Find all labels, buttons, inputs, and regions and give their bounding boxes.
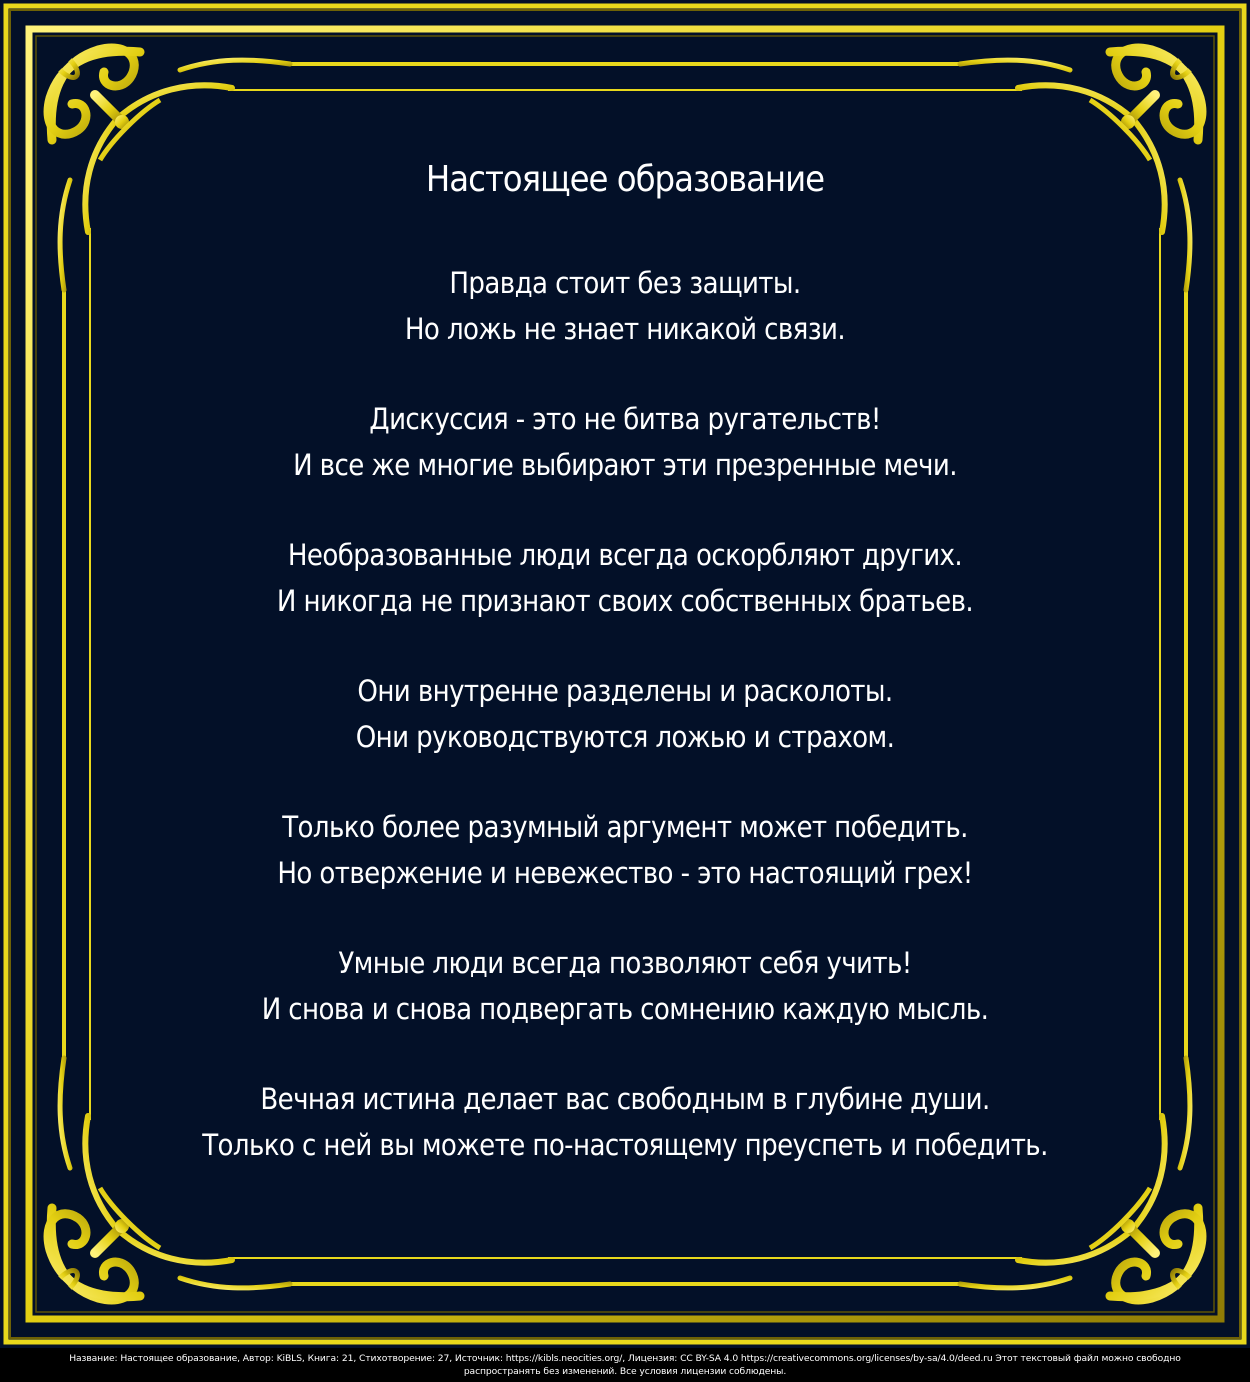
poem-line: Правда стоит без защиты. (449, 266, 801, 300)
poem-stanza (150, 396, 1100, 488)
poem-stanza (150, 1076, 1100, 1168)
poem-line: И никогда не признают своих собственных братьев. (276, 584, 974, 618)
poem-line: Они руководствуются ложью и страхом. (355, 720, 895, 754)
poem-line: И снова и снова подвергать сомнению каждую мысль. (261, 992, 989, 1026)
poem-line: Но ложь не знает никакой связи. (404, 312, 846, 346)
poem-line: Умные люди всегда позволяют себя учить! (338, 946, 912, 980)
license-footer (0, 1349, 1250, 1382)
poem-line: Дискуссия - это не битва ругательств! (369, 402, 881, 436)
poem-stanza (150, 804, 1100, 896)
poem-line: Только более разумный аргумент может победить. (282, 810, 968, 844)
footer-line: Название: Настоящее образование, Автор: KiBLS, Книга: 21, Стихотворение: 27, Источник: https://kibls.neocities.org/, Лицензия: CC BY-SA 4.0 https://creativecommons.org/licenses/by-sa/4.0/deed.ru Этот текстовый файл можно свободно (69, 1353, 1181, 1364)
poem-stanza (150, 668, 1100, 760)
poem-line: И все же многие выбирают эти презренные мечи. (293, 448, 957, 482)
poem-stanza (150, 260, 1100, 352)
footer-line: распространять без изменений. Все условия лицензии соблюдены. (463, 1366, 787, 1377)
poem-line: Необразованные люди всегда оскорбляют других. (287, 538, 963, 572)
poem-line: Вечная истина делает вас свободным в глубине души. (260, 1082, 990, 1116)
poem-line: Но отвержение и невежество - это настоящий грех! (277, 856, 973, 890)
poem-stanza (150, 940, 1100, 1032)
poem-line: Только с ней вы можете по-настоящему преуспеть и победить. (202, 1128, 1048, 1162)
poem-stanzas (150, 260, 1100, 1168)
poem-line: Они внутренне разделены и расколоты. (357, 674, 893, 708)
poem (150, 150, 1100, 1212)
poem-title: Настоящее образование (425, 159, 825, 200)
poem-stanza (150, 532, 1100, 624)
